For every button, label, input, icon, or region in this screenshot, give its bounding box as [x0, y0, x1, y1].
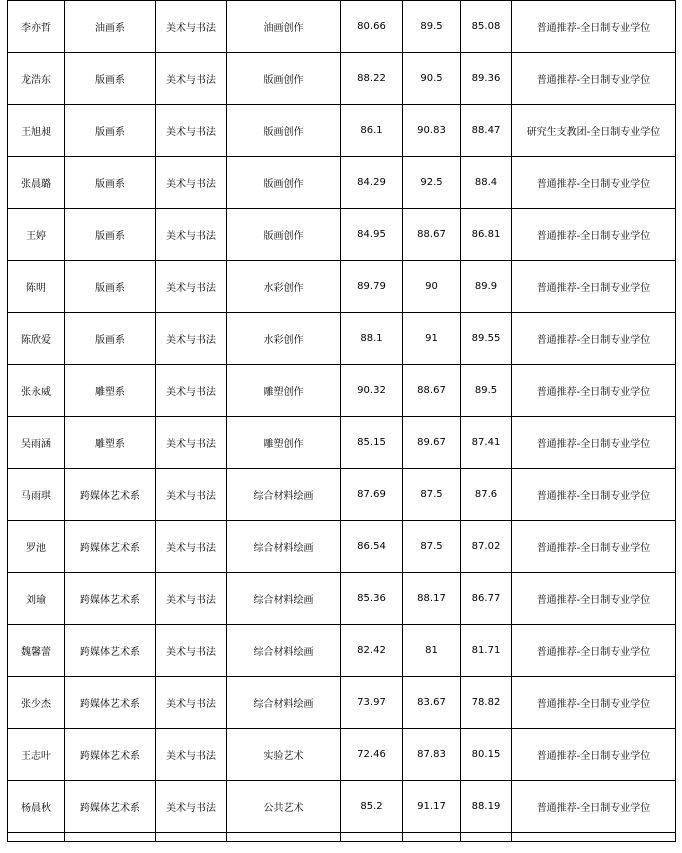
category-cell: 美术与书法: [156, 729, 227, 781]
name-cell: 魏馨蕾: [8, 625, 65, 677]
department-cell: 跨媒体艺术系: [65, 625, 156, 677]
admission-type-cell: 普通推荐-全日制专业学位: [512, 365, 676, 417]
empty-cell: [156, 833, 227, 842]
table-row: [8, 573, 676, 625]
admission-type-cell: 普通推荐-全日制专业学位: [512, 521, 676, 573]
department-cell: 雕塑系: [65, 417, 156, 469]
empty-cell: [341, 833, 403, 842]
category-cell: 美术与书法: [156, 53, 227, 105]
major-cell: 实验艺术: [227, 729, 341, 781]
major-cell: 综合材料绘画: [227, 469, 341, 521]
category-cell: 美术与书法: [156, 157, 227, 209]
admission-type-cell: 普通推荐-全日制专业学位: [512, 209, 676, 261]
score-a-cell: 88.22: [341, 53, 403, 105]
category-cell: 美术与书法: [156, 261, 227, 313]
name-cell: 张少杰: [8, 677, 65, 729]
score-a-cell: 88.1: [341, 313, 403, 365]
table-row: [8, 209, 676, 261]
admission-type-cell: 普通推荐-全日制专业学位: [512, 573, 676, 625]
score-b-cell: 87.5: [403, 521, 461, 573]
table-row: [8, 53, 676, 105]
table-row: [8, 157, 676, 209]
major-cell: 雕塑创作: [227, 365, 341, 417]
category-cell: 美术与书法: [156, 469, 227, 521]
score-b-cell: 90.83: [403, 105, 461, 157]
department-cell: 版画系: [65, 53, 156, 105]
score-b-cell: 87.83: [403, 729, 461, 781]
total-score-cell: 89.36: [461, 53, 512, 105]
department-cell: 版画系: [65, 105, 156, 157]
major-cell: 雕塑创作: [227, 417, 341, 469]
score-b-cell: 88.17: [403, 573, 461, 625]
major-cell: 公共艺术: [227, 781, 341, 833]
category-cell: 美术与书法: [156, 209, 227, 261]
table-row: [8, 313, 676, 365]
empty-cell: [227, 833, 341, 842]
category-cell: 美术与书法: [156, 1, 227, 53]
name-cell: 张永威: [8, 365, 65, 417]
total-score-cell: 81.71: [461, 625, 512, 677]
empty-cell: [403, 833, 461, 842]
category-cell: 美术与书法: [156, 625, 227, 677]
total-score-cell: 78.82: [461, 677, 512, 729]
department-cell: 跨媒体艺术系: [65, 469, 156, 521]
score-b-cell: 89.5: [403, 1, 461, 53]
score-b-cell: 87.5: [403, 469, 461, 521]
empty-cell: [65, 833, 156, 842]
score-a-cell: 85.2: [341, 781, 403, 833]
major-cell: 综合材料绘画: [227, 521, 341, 573]
admission-type-cell: 普通推荐-全日制专业学位: [512, 157, 676, 209]
admission-type-cell: 普通推荐-全日制专业学位: [512, 677, 676, 729]
score-a-cell: 87.69: [341, 469, 403, 521]
table-row: [8, 417, 676, 469]
score-a-cell: 90.32: [341, 365, 403, 417]
name-cell: 王婷: [8, 209, 65, 261]
empty-cell: [461, 833, 512, 842]
table-row: [8, 625, 676, 677]
admission-type-cell: 普通推荐-全日制专业学位: [512, 53, 676, 105]
score-a-cell: 72.46: [341, 729, 403, 781]
department-cell: 跨媒体艺术系: [65, 781, 156, 833]
name-cell: 李亦哲: [8, 1, 65, 53]
department-cell: 跨媒体艺术系: [65, 677, 156, 729]
score-a-cell: 85.15: [341, 417, 403, 469]
score-b-cell: 92.5: [403, 157, 461, 209]
name-cell: 杨晨秋: [8, 781, 65, 833]
name-cell: 张晨璐: [8, 157, 65, 209]
major-cell: 综合材料绘画: [227, 677, 341, 729]
total-score-cell: 89.9: [461, 261, 512, 313]
category-cell: 美术与书法: [156, 105, 227, 157]
admission-type-cell: 研究生支教团-全日制专业学位: [512, 105, 676, 157]
major-cell: 综合材料绘画: [227, 625, 341, 677]
total-score-cell: 89.55: [461, 313, 512, 365]
score-a-cell: 80.66: [341, 1, 403, 53]
total-score-cell: 87.02: [461, 521, 512, 573]
admission-type-cell: 普通推荐-全日制专业学位: [512, 781, 676, 833]
total-score-cell: 85.08: [461, 1, 512, 53]
category-cell: 美术与书法: [156, 417, 227, 469]
major-cell: 水彩创作: [227, 261, 341, 313]
admission-type-cell: 普通推荐-全日制专业学位: [512, 729, 676, 781]
total-score-cell: 87.41: [461, 417, 512, 469]
score-b-cell: 88.67: [403, 209, 461, 261]
category-cell: 美术与书法: [156, 677, 227, 729]
table-row: [8, 781, 676, 833]
score-a-cell: 84.29: [341, 157, 403, 209]
admission-type-cell: 普通推荐-全日制专业学位: [512, 417, 676, 469]
score-b-cell: 90: [403, 261, 461, 313]
department-cell: 版画系: [65, 313, 156, 365]
category-cell: 美术与书法: [156, 573, 227, 625]
department-cell: 版画系: [65, 157, 156, 209]
table-row: [8, 261, 676, 313]
empty-cell: [8, 833, 65, 842]
table-row: [8, 365, 676, 417]
name-cell: 陈明: [8, 261, 65, 313]
name-cell: 王旭昶: [8, 105, 65, 157]
score-a-cell: 85.36: [341, 573, 403, 625]
name-cell: 龙浩东: [8, 53, 65, 105]
major-cell: 版画创作: [227, 209, 341, 261]
department-cell: 版画系: [65, 261, 156, 313]
total-score-cell: 86.77: [461, 573, 512, 625]
total-score-cell: 86.81: [461, 209, 512, 261]
name-cell: 罗池: [8, 521, 65, 573]
table-row: [8, 521, 676, 573]
category-cell: 美术与书法: [156, 781, 227, 833]
total-score-cell: 88.19: [461, 781, 512, 833]
admission-table: [7, 0, 676, 842]
table-row: [8, 469, 676, 521]
score-b-cell: 90.5: [403, 53, 461, 105]
major-cell: 综合材料绘画: [227, 573, 341, 625]
category-cell: 美术与书法: [156, 365, 227, 417]
total-score-cell: 80.15: [461, 729, 512, 781]
admission-type-cell: 普通推荐-全日制专业学位: [512, 313, 676, 365]
department-cell: 跨媒体艺术系: [65, 521, 156, 573]
total-score-cell: 87.6: [461, 469, 512, 521]
score-a-cell: 84.95: [341, 209, 403, 261]
score-a-cell: 82.42: [341, 625, 403, 677]
table-row: [8, 677, 676, 729]
empty-cell: [512, 833, 676, 842]
total-score-cell: 88.4: [461, 157, 512, 209]
department-cell: 跨媒体艺术系: [65, 573, 156, 625]
admission-type-cell: 普通推荐-全日制专业学位: [512, 469, 676, 521]
score-a-cell: 73.97: [341, 677, 403, 729]
score-b-cell: 91: [403, 313, 461, 365]
score-b-cell: 83.67: [403, 677, 461, 729]
department-cell: 版画系: [65, 209, 156, 261]
admission-type-cell: 普通推荐-全日制专业学位: [512, 1, 676, 53]
table-row: [8, 105, 676, 157]
department-cell: 跨媒体艺术系: [65, 729, 156, 781]
major-cell: 版画创作: [227, 105, 341, 157]
admission-type-cell: 普通推荐-全日制专业学位: [512, 261, 676, 313]
total-score-cell: 89.5: [461, 365, 512, 417]
name-cell: 王志叶: [8, 729, 65, 781]
admission-type-cell: 普通推荐-全日制专业学位: [512, 625, 676, 677]
score-b-cell: 91.17: [403, 781, 461, 833]
category-cell: 美术与书法: [156, 313, 227, 365]
major-cell: 水彩创作: [227, 313, 341, 365]
table-row: [8, 1, 676, 53]
score-b-cell: 88.67: [403, 365, 461, 417]
score-a-cell: 86.54: [341, 521, 403, 573]
category-cell: 美术与书法: [156, 521, 227, 573]
total-score-cell: 88.47: [461, 105, 512, 157]
name-cell: 陈欣爱: [8, 313, 65, 365]
department-cell: 油画系: [65, 1, 156, 53]
score-a-cell: 89.79: [341, 261, 403, 313]
score-b-cell: 81: [403, 625, 461, 677]
score-a-cell: 86.1: [341, 105, 403, 157]
major-cell: 版画创作: [227, 53, 341, 105]
table-row: [8, 729, 676, 781]
score-b-cell: 89.67: [403, 417, 461, 469]
name-cell: 吴雨涵: [8, 417, 65, 469]
name-cell: 马雨琪: [8, 469, 65, 521]
major-cell: 油画创作: [227, 1, 341, 53]
name-cell: 刘瑜: [8, 573, 65, 625]
department-cell: 雕塑系: [65, 365, 156, 417]
major-cell: 版画创作: [227, 157, 341, 209]
table-row-partial: [8, 833, 676, 842]
